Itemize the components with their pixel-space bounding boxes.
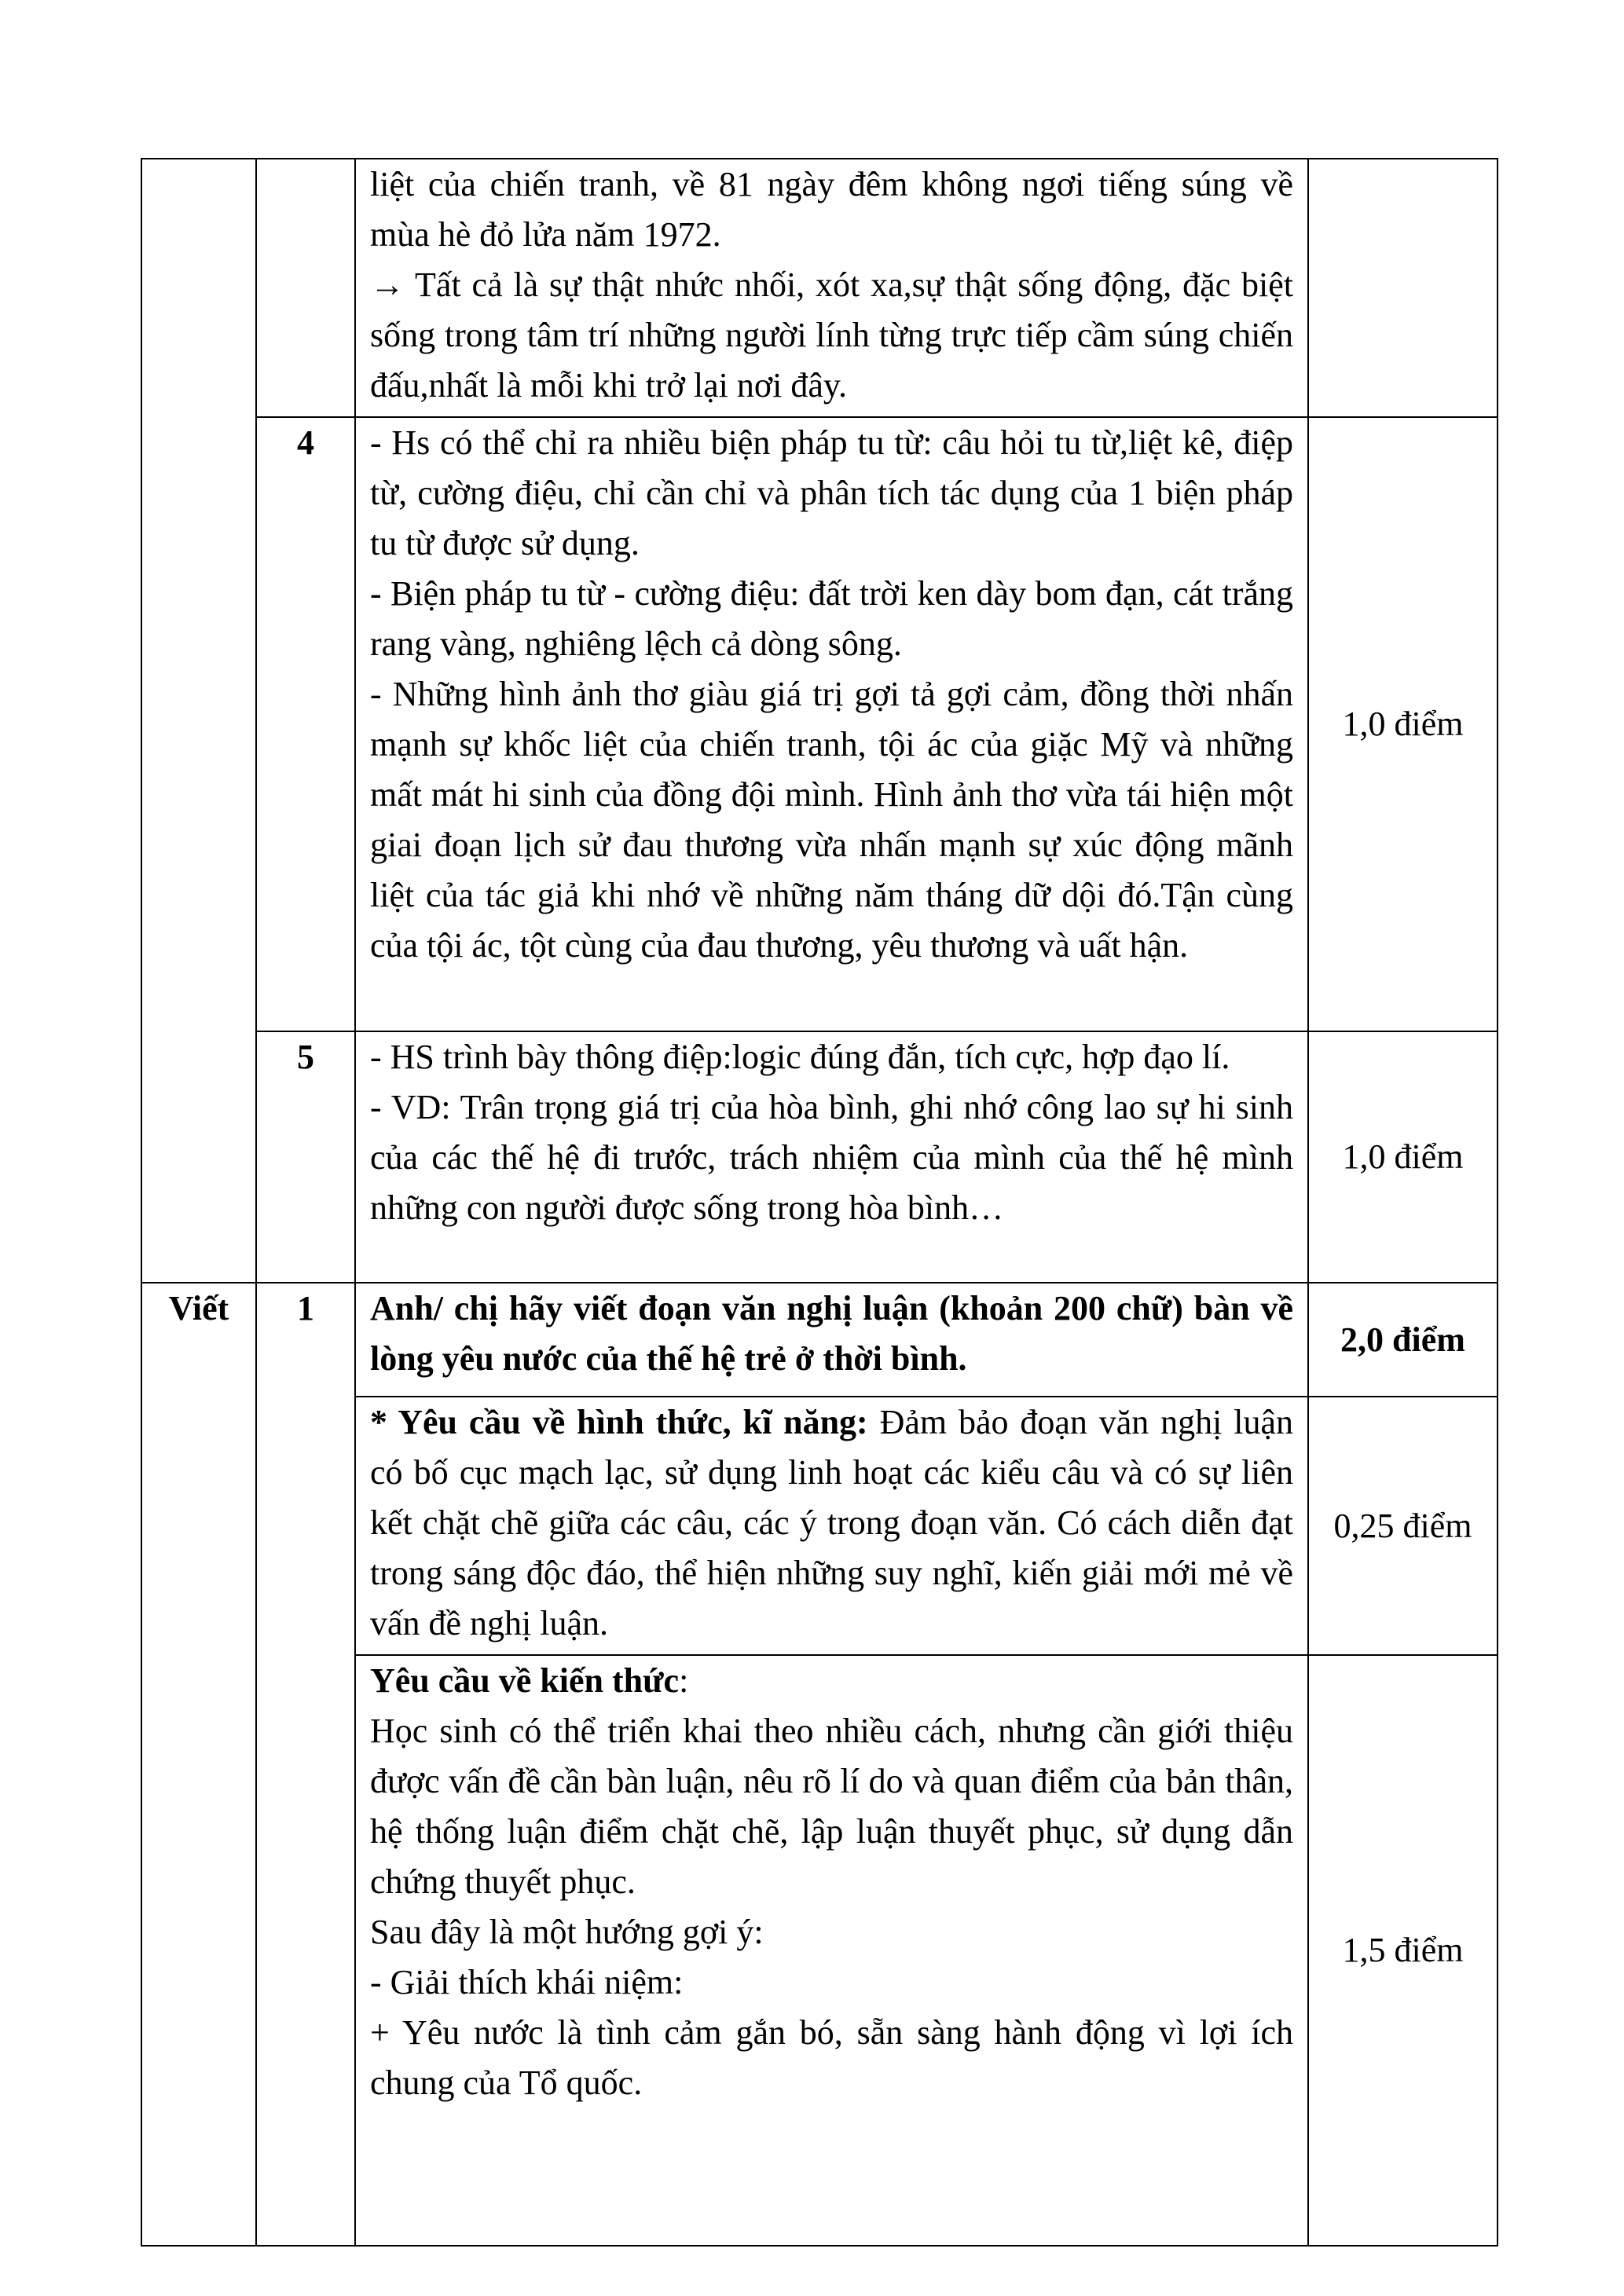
- table-row: [141, 1031, 1498, 1283]
- question-number: 1: [256, 1283, 355, 2246]
- section-label: Viết: [141, 1283, 256, 2246]
- score-cell: [1308, 159, 1498, 417]
- score: 1,0 điểm: [1308, 1031, 1498, 1283]
- knowledge-line: Sau đây là một hướng gợi ý:: [370, 1913, 764, 1951]
- answer-line: → Tất cả là sự thật nhức nhối, xót xa,sự thật sống động, đặc biệt sống trong tâm trí những người lính từng trực tiếp cầm súng chiến đấu,nhất là mỗi khi trở lại nơi đây.: [370, 265, 1293, 405]
- form-requirement-text: Đảm bảo đoạn văn nghị luận có bố cục mạch lạc, sử dụng linh hoạt các kiểu câu và có sự liên kết chặt chẽ giữa các câu, các ý trong đoạn văn. Có cách diễn đạt trong sáng độc đáo, thể hiện những suy nghĩ, kiến giải mới mẻ về vấn đề nghị luận.: [370, 1403, 1293, 1642]
- question-number: 5: [256, 1031, 355, 1283]
- answer-key-table: [141, 158, 1498, 2247]
- score: 1,0 điểm: [1308, 417, 1498, 1031]
- score: 2,0 điểm: [1308, 1283, 1498, 1397]
- answer-line: - VD: Trân trọng giá trị của hòa bình, ghi nhớ công lao sự hi sinh của các thế hệ đi trước, trách nhiệm của mình của thế hệ mình những con người được sống trong hòa bình…: [370, 1088, 1293, 1227]
- table-row: [141, 1283, 1498, 1397]
- score: 1,5 điểm: [1308, 1655, 1498, 2246]
- answer-cell: [355, 159, 1308, 417]
- section-cell-empty: [141, 159, 256, 1283]
- answer-cell: [355, 1031, 1308, 1283]
- knowledge-line: - Giải thích khái niệm:: [370, 1963, 684, 2001]
- knowledge-line: + Yêu nước là tình cảm gắn bó, sẵn sàng hành động vì lợi ích chung của Tổ quốc.: [370, 2013, 1293, 2102]
- knowledge-heading: [370, 1656, 1293, 1706]
- form-requirement-label: * Yêu cầu về hình thức, kĩ năng:: [370, 1403, 868, 1441]
- answer-line: - Hs có thể chỉ ra nhiều biện pháp tu từ: câu hỏi tu từ,liệt kê, điệp từ, cường điệu, chỉ cần chỉ và phân tích tác dụng của 1 biện pháp tu từ được sử dụng.: [370, 423, 1293, 562]
- answer-line: - Những hình ảnh thơ giàu giá trị gợi tả gợi cảm, đồng thời nhấn mạnh sự khốc liệt của chiến tranh, tội ác của giặc Mỹ và những mất mát hi sinh của đồng đội mình. Hình ảnh thơ vừa tái hiện một giai đoạn lịch sử đau thương vừa nhấn mạnh sự xúc động mãnh liệt của tác giả khi nhớ về những năm tháng dữ dội đó.Tận cùng của tội ác, tột cùng của đau thương, yêu thương và uất hận.: [370, 675, 1293, 965]
- answer-line: - HS trình bày thông điệp:logic đúng đắn, tích cực, hợp đạo lí.: [370, 1038, 1230, 1076]
- question-cell: [355, 1283, 1308, 1397]
- colon: :: [679, 1661, 689, 1700]
- knowledge-requirement-cell: [355, 1655, 1308, 2246]
- table-row: [141, 159, 1498, 417]
- writing-question: Anh/ chị hãy viết đoạn văn nghị luận (khoản 200 chữ) bàn về lòng yêu nước của thế hệ trẻ ở thời bình.: [370, 1289, 1293, 1378]
- question-number: 4: [256, 417, 355, 1031]
- answer-line: liệt của chiến tranh, về 81 ngày đêm không ngơi tiếng súng về mùa hè đỏ lửa năm 1972.: [370, 165, 1293, 254]
- knowledge-line: Học sinh có thể triển khai theo nhiều cách, nhưng cần giới thiệu được vấn đề cần bàn luận, nêu rõ lí do và quan điểm của bản thân, hệ thống luận điểm chặt chẽ, lập luận thuyết phục, sử dụng dẫn chứng thuyết phục.: [370, 1712, 1293, 1901]
- table-row: [141, 417, 1498, 1031]
- answer-cell: [355, 417, 1308, 1031]
- knowledge-label: Yêu cầu về kiến thức: [370, 1661, 680, 1700]
- answer-line: - Biện pháp tu từ - cường điệu: đất trời ken dày bom đạn, cát trắng rang vàng, nghiêng lệch cả dòng sông.: [370, 574, 1293, 663]
- question-number-cell: [256, 159, 355, 417]
- score: 0,25 điểm: [1308, 1397, 1498, 1655]
- form-requirement: [370, 1397, 1293, 1649]
- form-requirement-cell: [355, 1397, 1308, 1655]
